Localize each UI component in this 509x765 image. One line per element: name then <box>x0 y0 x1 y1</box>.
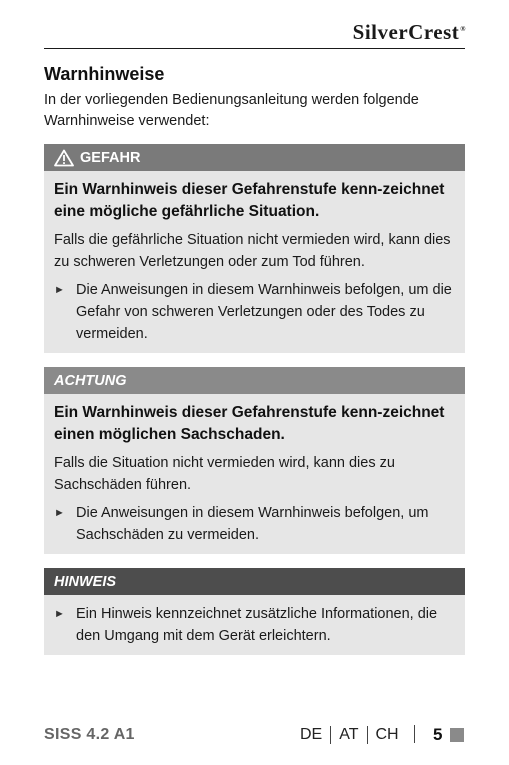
country-de: DE <box>300 726 323 743</box>
achtung-bullet <box>54 502 453 546</box>
page-title: Warnhinweise <box>44 64 165 84</box>
page-number: 5 <box>433 725 443 744</box>
brand-name: SilverCrest <box>352 20 460 44</box>
intro-text: In der vorliegenden Bedienungsanleitung werden folgende Warnhinweise verwendet: <box>44 92 419 129</box>
country-ch: CH <box>375 726 399 743</box>
country-separator <box>367 726 368 744</box>
achtung-lead: Ein Warnhinweis dieser Gefahrenstufe kenn-zeichnet einen möglichen Sachschaden. <box>54 404 445 443</box>
gefahr-lead: Ein Warnhinweis dieser Gefahrenstufe kenn-zeichnet eine mögliche gefährliche Situation. <box>54 181 445 220</box>
registered-mark: ® <box>460 25 466 33</box>
gefahr-box <box>44 144 465 353</box>
hinweis-bullet <box>54 603 453 647</box>
gefahr-bullet-text: Die Anweisungen in diesem Warnhinweis befolgen, um die Gefahr von schweren Verletzungen oder des Todes zu vermeiden. <box>76 282 452 342</box>
bullet-arrow-icon: ► <box>54 507 65 519</box>
country-at: AT <box>339 726 359 743</box>
hinweis-label: HINWEIS <box>54 573 117 590</box>
gefahr-text: Falls die gefährliche Situation nicht vermieden wird, kann dies zu schweren Verletzungen oder zum Tod führen. <box>54 232 451 270</box>
footer-divider <box>414 725 415 743</box>
bullet-arrow-icon: ► <box>54 284 65 296</box>
warning-triangle-icon <box>54 149 74 167</box>
country-separator <box>330 726 331 744</box>
brand-logo <box>353 20 466 45</box>
footer-model: SISS 4.2 A1 <box>44 726 135 743</box>
achtung-label: ACHTUNG <box>54 372 127 389</box>
page-marker-square <box>450 728 464 742</box>
hinweis-header <box>44 568 465 595</box>
main-content <box>44 64 465 669</box>
gefahr-body <box>44 171 465 353</box>
hinweis-box <box>44 568 465 655</box>
achtung-box <box>44 367 465 554</box>
achtung-text: Falls die Situation nicht vermieden wird, kann dies zu Sachschäden führen. <box>54 455 395 493</box>
hinweis-bullet-text: Ein Hinweis kennzeichnet zusätzliche Informationen, die den Umgang mit dem Gerät erleichtern. <box>76 606 438 644</box>
gefahr-bullet <box>54 279 453 345</box>
achtung-body <box>44 394 465 554</box>
header-rule <box>44 48 465 49</box>
achtung-header <box>44 367 465 394</box>
achtung-bullet-text: Die Anweisungen in diesem Warnhinweis befolgen, um Sachschäden zu vermeiden. <box>76 505 429 543</box>
hinweis-body <box>44 595 465 655</box>
gefahr-header <box>44 144 465 171</box>
gefahr-label: GEFAHR <box>80 149 141 166</box>
bullet-arrow-icon: ► <box>54 608 65 620</box>
footer-countries <box>300 726 399 744</box>
